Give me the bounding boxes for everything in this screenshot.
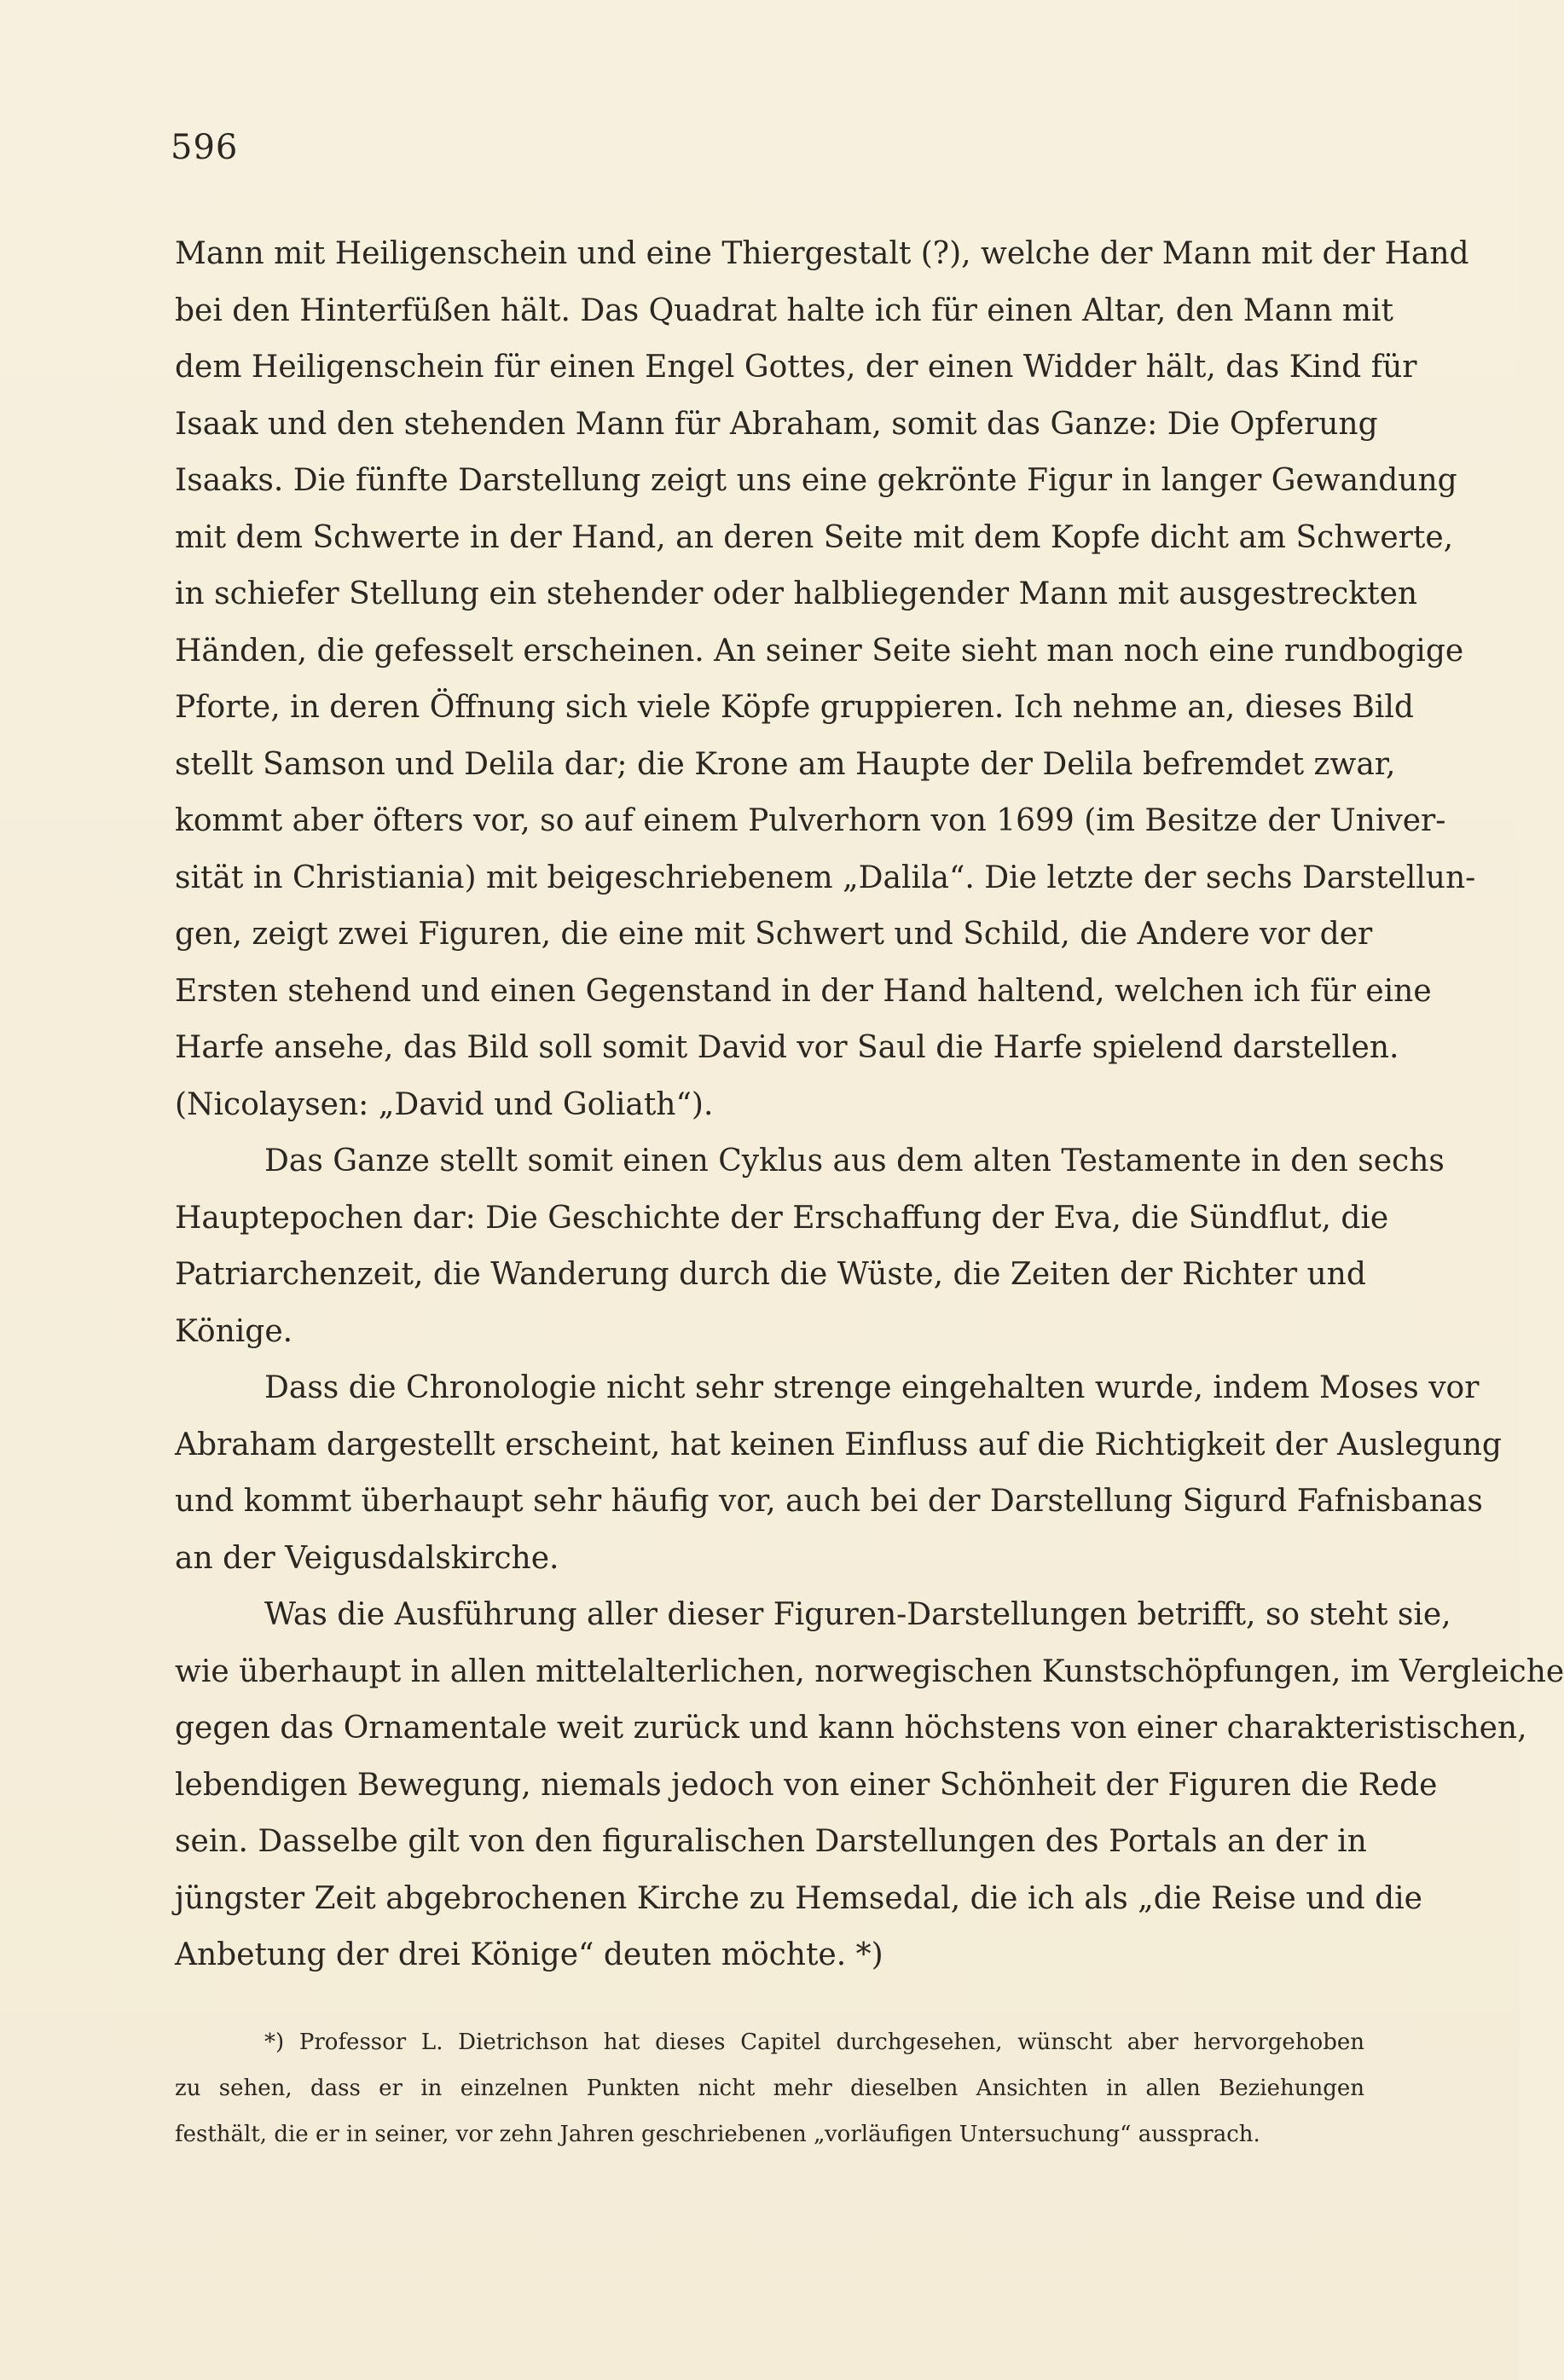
text-line: wie überhaupt in allen mittelalterlichen, norwegischen Kunstschöpfungen, im Vergleiche bbox=[175, 1653, 1564, 1689]
text-line: Händen, die gefesselt erscheinen. An seiner Seite sieht man noch eine rundbogige bbox=[175, 633, 1464, 669]
text-line: an der Veigusdalskirche. bbox=[175, 1540, 559, 1576]
footnote bbox=[175, 2019, 1364, 2157]
page-number: 596 bbox=[171, 128, 239, 167]
text-line: jüngster Zeit abgebrochenen Kirche zu Hemsedal, die ich als „die Reise und die bbox=[175, 1880, 1422, 1916]
text-line: Abraham dargestellt erscheint, hat keinen Einfluss auf die Richtigkeit der Auslegung bbox=[175, 1427, 1502, 1462]
text-line: Mann mit Heiligenschein und eine Thiergestalt (?), welche der Mann mit der Hand bbox=[175, 236, 1469, 271]
text-line: Dass die Chronologie nicht sehr strenge eingehalten wurde, indem Moses vor bbox=[264, 1370, 1480, 1405]
footnote-line: festhält, die er in seiner, vor zehn Jahren geschriebenen „vorläufigen Untersuchung“ aussprach. bbox=[175, 2122, 1260, 2147]
text-line: sität in Christiania) mit beigeschriebenem „Dalila“. Die letzte der sechs Darstellun- bbox=[175, 860, 1476, 895]
text-line: dem Heiligenschein für einen Engel Gottes, der einen Widder hält, das Kind für bbox=[175, 350, 1417, 385]
text-line: in schiefer Stellung ein stehender oder halbliegender Mann mit ausgestreckten bbox=[175, 576, 1418, 611]
text-line: Harfe ansehe, das Bild soll somit David vor Saul die Harfe spielend darstellen. bbox=[175, 1030, 1399, 1065]
text-line: (Nicolaysen: „David und Goliath“). bbox=[175, 1086, 714, 1122]
text-line: gen, zeigt zwei Figuren, die eine mit Schwert und Schild, die Andere vor der bbox=[175, 917, 1373, 952]
text-line: bei den Hinterfüßen hält. Das Quadrat halte ich für einen Altar, den Mann mit bbox=[175, 292, 1393, 328]
text-line: Pforte, in deren Öffnung sich viele Köpfe gruppieren. Ich nehme an, dieses Bild bbox=[175, 690, 1414, 725]
text-line: kommt aber öfters vor, so auf einem Pulverhorn von 1699 (im Besitze der Univer- bbox=[175, 803, 1446, 838]
text-line: Patriarchenzeit, die Wanderung durch die Wüste, die Zeiten der Richter und bbox=[175, 1257, 1366, 1292]
footnote-line: *) Professor L. Dietrichson hat dieses Capitel durchgesehen, wünscht aber hervorgehoben bbox=[264, 2030, 1364, 2055]
footnote-line: zu sehen, dass er in einzelnen Punkten nicht mehr dieselben Ansichten in allen Beziehungen bbox=[175, 2076, 1364, 2101]
text-line: gegen das Ornamentale weit zurück und kann höchstens von einer charakteristischen, bbox=[175, 1711, 1527, 1746]
text-line: Isaak und den stehenden Mann für Abraham, somit das Ganze: Die Opferung bbox=[175, 406, 1378, 442]
text-line: Könige. bbox=[175, 1313, 293, 1349]
text-line: Anbetung der drei Könige“ deuten möchte. *) bbox=[175, 1937, 883, 1972]
text-line: Was die Ausführung aller dieser Figuren-Darstellungen betrifft, so steht sie, bbox=[264, 1597, 1451, 1632]
body-text bbox=[175, 226, 1564, 1984]
text-line: und kommt überhaupt sehr häufig vor, auch bei der Darstellung Sigurd Fafnisbanas bbox=[175, 1484, 1483, 1519]
text-line: sein. Dasselbe gilt von den figuralischen Darstellungen des Portals an der in bbox=[175, 1824, 1367, 1859]
text-line: stellt Samson und Delila dar; die Krone am Haupte der Delila befremdet zwar, bbox=[175, 746, 1396, 782]
text-line: lebendigen Bewegung, niemals jedoch von einer Schönheit der Figuren die Rede bbox=[175, 1767, 1438, 1803]
text-line: Isaaks. Die fünfte Darstellung zeigt uns eine gekrönte Figur in langer Gewandung bbox=[175, 463, 1457, 498]
text-line: mit dem Schwerte in der Hand, an deren Seite mit dem Kopfe dicht am Schwerte, bbox=[175, 519, 1454, 555]
text-line: Hauptepochen dar: Die Geschichte der Erschaffung der Eva, die Sündflut, die bbox=[175, 1200, 1389, 1236]
text-line: Ersten stehend und einen Gegenstand in der Hand haltend, welchen ich für eine bbox=[175, 973, 1432, 1009]
text-line: Das Ganze stellt somit einen Cyklus aus dem alten Testamente in den sechs bbox=[264, 1144, 1445, 1178]
